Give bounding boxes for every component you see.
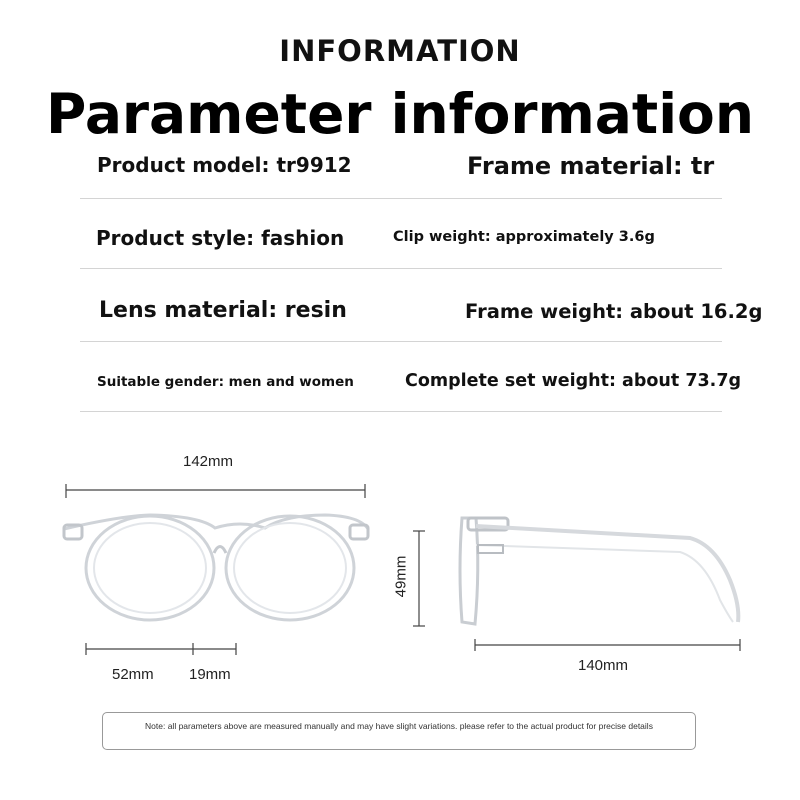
lens-height-measure [413,531,425,626]
total-width-measure [66,484,365,498]
page-title: Parameter information [45,82,755,146]
total-width-label: 142mm [183,453,234,470]
frame-weight-text: Frame weight: about 16.2g [465,300,763,323]
side-glasses-frame [460,518,738,624]
complete-set-weight-text: Complete set weight: about 73.7g [405,371,742,391]
lens-material-text: Lens material: resin [99,298,347,323]
temple-length-label: 140mm [578,657,629,674]
clip-weight-text: Clip weight: approximately 3.6g [393,229,655,245]
disclaimer-note: Note: all parameters above are measured manually and may have slight variations. please refer to the actual product for precise details [102,712,696,750]
lens-bridge-measure [86,643,236,655]
product-style-text: Product style: fashion [96,226,345,250]
frame-material-text: Frame material: tr [467,152,715,180]
temple-length-measure [475,639,740,651]
section-title: INFORMATION [279,34,521,68]
lens-height-label: 49mm [392,555,410,598]
suitable-gender-text: Suitable gender: men and women [97,374,354,390]
front-glasses-frame [64,515,368,620]
lens-width-label: 52mm [112,666,154,683]
bridge-width-label: 19mm [189,666,231,683]
product-model-text: Product model: tr9912 [97,153,352,177]
